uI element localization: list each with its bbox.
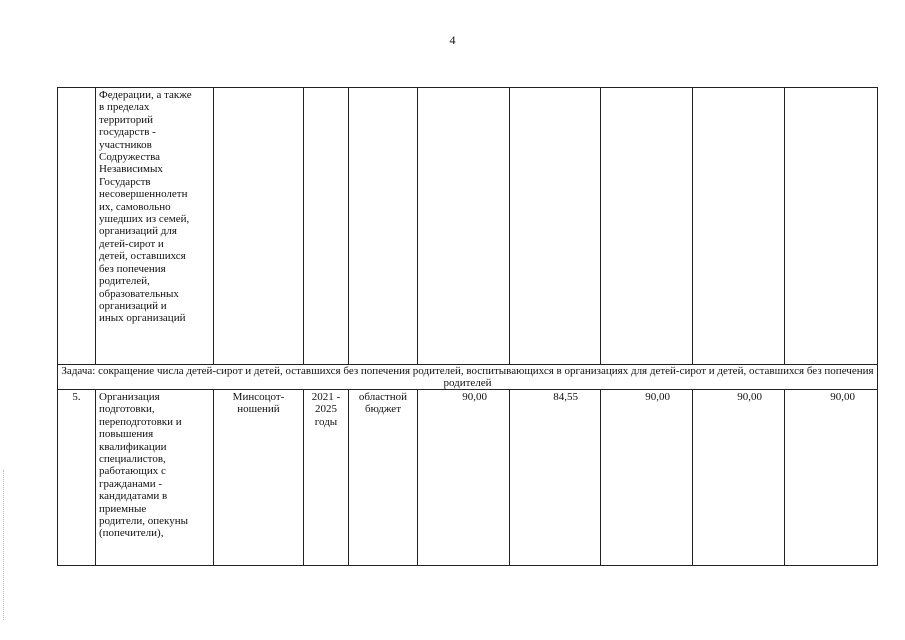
cell-source xyxy=(349,88,418,365)
cell-value xyxy=(510,88,601,365)
cell-value: 90,00 xyxy=(693,390,785,566)
cell-event-name: Федерации, а также в пределах территорий государств - участников Содружества Независимых Государств несовершеннолетн их, самовольно ушедших из семей, организаций для детей-сирот и детей, оставшихся без попечения родителей, образовательных организаций и иных организаций xyxy=(96,88,214,365)
table-row-task xyxy=(58,365,878,390)
program-table xyxy=(57,87,878,566)
cell-executor: Минсоцот- ношений xyxy=(214,390,304,566)
cell-value xyxy=(693,88,785,365)
scan-edge-mark xyxy=(3,470,5,620)
cell-value: 90,00 xyxy=(601,390,693,566)
cell-value: 90,00 xyxy=(785,390,878,566)
cell-source: областной бюджет xyxy=(349,390,418,566)
cell-value: 90,00 xyxy=(418,390,510,566)
task-heading: Задача: сокращение числа детей-сирот и детей, оставшихся без попечения родителей, воспитывающихся в организациях для детей-сирот и детей, оставшихся без попечения родителей xyxy=(58,365,878,390)
table-row xyxy=(58,390,878,566)
cell-num: 5. xyxy=(58,390,96,566)
cell-years: 2021 - 2025 годы xyxy=(304,390,349,566)
cell-event-name: Организация подготовки, переподготовки и повышения квалификации специалистов, работающих с гражданами - кандидатами в приемные родители, опекуны (попечители), xyxy=(96,390,214,566)
cell-num xyxy=(58,88,96,365)
cell-executor xyxy=(214,88,304,365)
cell-value: 84,55 xyxy=(510,390,601,566)
page-number: 4 xyxy=(449,33,456,47)
cell-value xyxy=(785,88,878,365)
cell-years xyxy=(304,88,349,365)
table-row-continued xyxy=(58,88,878,365)
cell-value xyxy=(418,88,510,365)
cell-value xyxy=(601,88,693,365)
